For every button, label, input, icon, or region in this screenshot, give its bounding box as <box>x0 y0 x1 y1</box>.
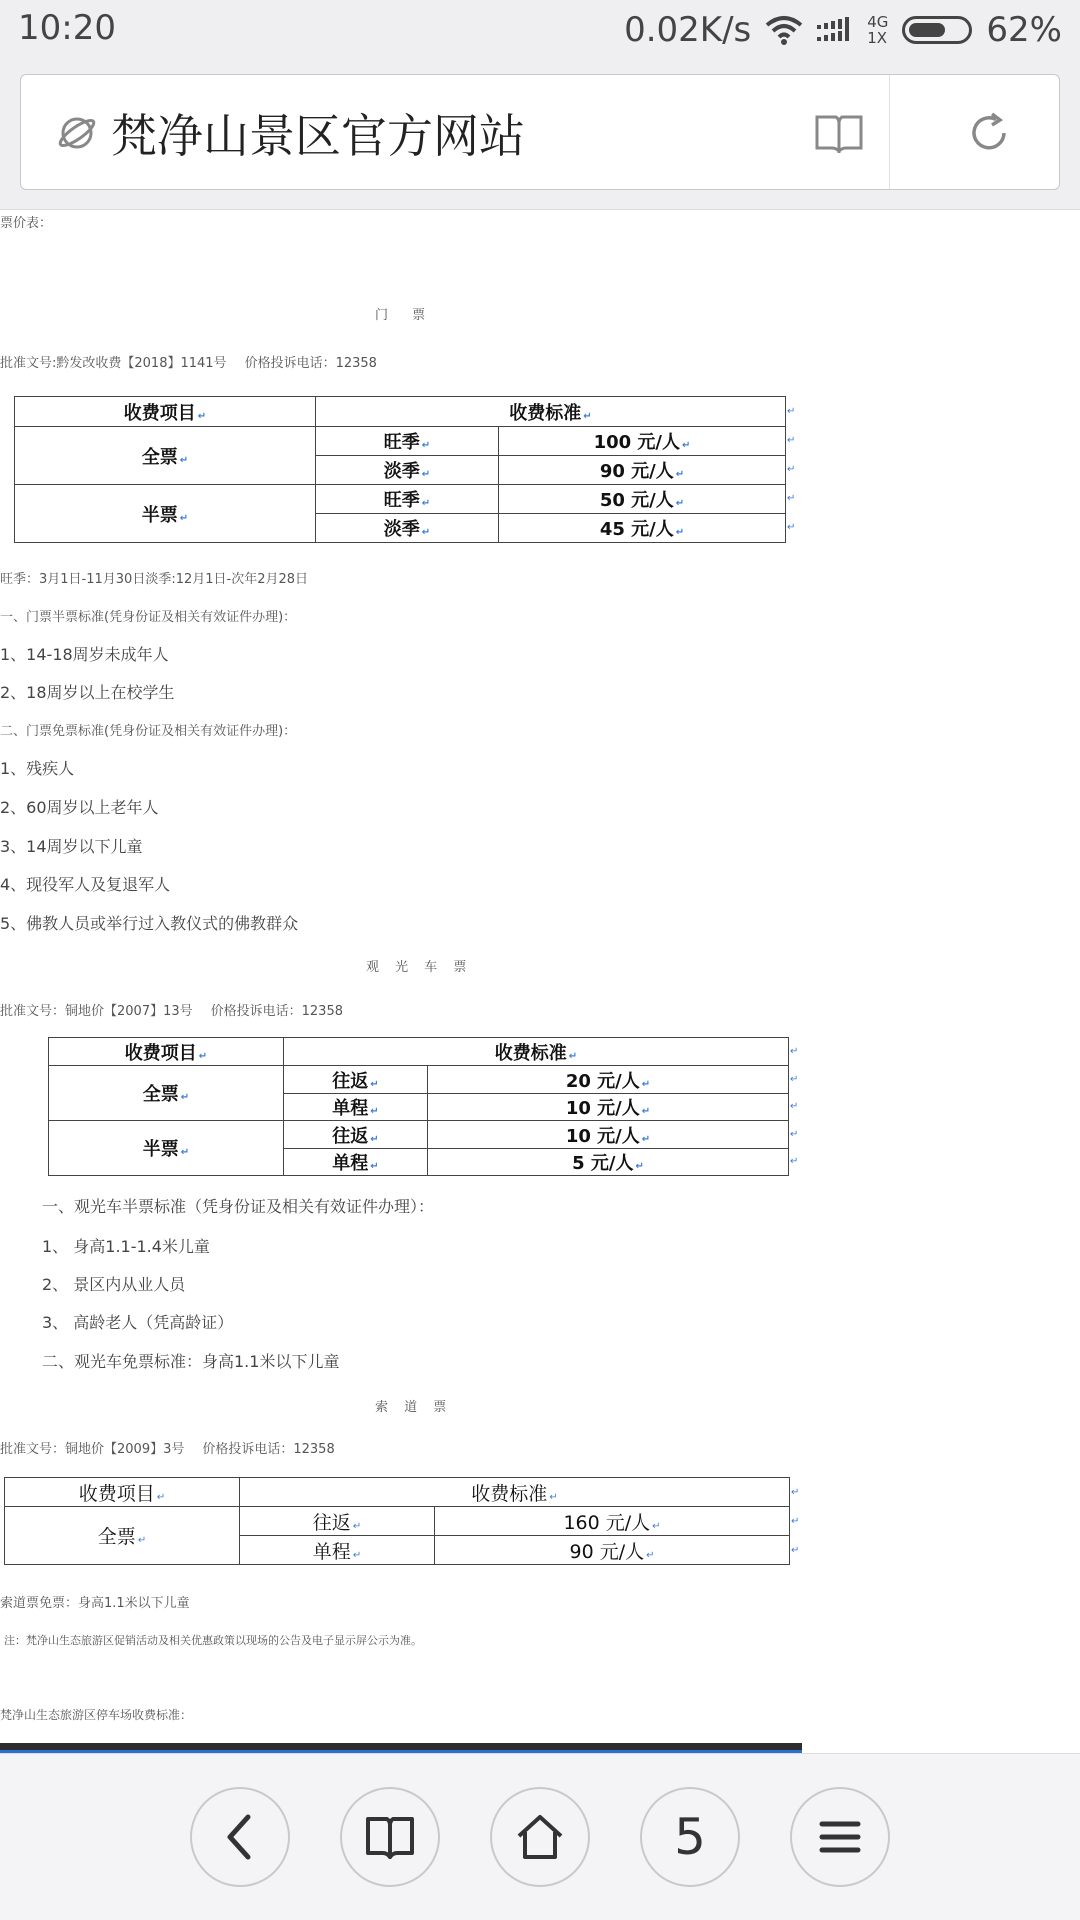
list-item: 2、 景区内从业人员 <box>42 1275 186 1294</box>
address-divider <box>889 75 890 189</box>
approval-sightseeing: 批准文号：铜地价【2007】13号 价格投诉电话：12358 <box>0 1004 343 1019</box>
table-cell: 旺季 ↵ <box>316 427 499 456</box>
parking-title: 梵净山生态旅游区停车场收费标准： <box>0 1708 193 1722</box>
table-cell: 淡季 ↵ <box>316 514 499 543</box>
table-cell: 100 元/人 ↵ <box>499 427 786 456</box>
refresh-icon <box>966 110 1012 156</box>
cableway-free-note: 索道票免票：身高1.1米以下儿童 <box>0 1596 190 1611</box>
tab-count: 5 <box>674 1808 706 1866</box>
list-item: 1、残疾人 <box>0 759 75 778</box>
table-cell: 单程 ↵ <box>284 1094 428 1121</box>
table-cell: 90 元/人 ↵ <box>435 1536 790 1565</box>
back-button[interactable] <box>190 1787 290 1887</box>
table-cell: 90 元/人 ↵ <box>499 456 786 485</box>
table-cell: 20 元/人 ↵ <box>428 1066 789 1094</box>
table-cell: 半票 ↵ <box>49 1121 284 1176</box>
bookmarks-button[interactable] <box>340 1787 440 1887</box>
table-cell: 全票 ↵ <box>5 1507 240 1565</box>
table-cell: 往返 ↵ <box>284 1121 428 1149</box>
table-cell: 旺季 ↵ <box>316 485 499 514</box>
table-header: 收费项目 ↵ <box>49 1038 284 1066</box>
table-cell: 单程 ↵ <box>284 1149 428 1176</box>
table-cell: 全票 ↵ <box>15 427 316 485</box>
status-indicators <box>624 8 1062 52</box>
intro-text: 票价表： <box>0 216 53 231</box>
table-header: 收费项目 ↵ <box>15 397 316 427</box>
table-cell: 淡季 ↵ <box>316 456 499 485</box>
table-cell: 5 元/人 ↵ <box>428 1149 789 1176</box>
table-cell: 往返 ↵ <box>240 1507 435 1536</box>
section-title-sightseeing: 观 光 车 票 <box>366 960 473 975</box>
wifi-icon <box>765 15 803 45</box>
home-icon <box>515 1814 565 1860</box>
table-cell: 单程 ↵ <box>240 1536 435 1565</box>
list-item: 4、现役军人及复退军人 <box>0 875 171 894</box>
list-item: 2、18周岁以上在校学生 <box>0 683 175 702</box>
table-cell: 往返 ↵ <box>284 1066 428 1094</box>
menu-icon <box>818 1819 862 1855</box>
list-item: 3、 高龄老人（凭高龄证） <box>42 1313 234 1332</box>
back-icon <box>220 1813 260 1861</box>
home-button[interactable] <box>490 1787 590 1887</box>
status-bar <box>0 0 1080 62</box>
address-bar[interactable] <box>20 74 1060 190</box>
tabs-button[interactable] <box>640 1787 740 1887</box>
sightseeing-half-title: 一、观光车半票标准（凭身份证及相关有效证件办理）： <box>42 1197 435 1216</box>
table-cell: 10 元/人 ↵ <box>428 1094 789 1121</box>
list-item: 3、14周岁以下儿童 <box>0 837 143 856</box>
table-cell: 10 元/人 ↵ <box>428 1121 789 1149</box>
ticket-price-table <box>14 396 786 543</box>
bottom-toolbar <box>0 1753 1080 1920</box>
section-title-cableway: 索 道 票 <box>375 1400 453 1415</box>
promotion-note: 注：梵净山生态旅游区促销活动及相关优惠政策以现场的公告及电子显示屏公示为准。 <box>4 1634 422 1647</box>
parking-image-edge <box>0 1743 802 1753</box>
table-header: 收费标准 ↵ <box>316 397 786 427</box>
list-item: 1、14-18周岁未成年人 <box>0 645 169 664</box>
list-item: 5、佛教人员或举行过入教仪式的佛教群众 <box>0 914 299 933</box>
table-cell: 45 元/人 ↵ <box>499 514 786 543</box>
cableway-price-table <box>4 1477 790 1565</box>
table-cell: 全票 ↵ <box>49 1066 284 1121</box>
table-cell: 半票 ↵ <box>15 485 316 543</box>
page-title[interactable]: 梵净山景区官方网站 <box>111 109 525 163</box>
table-cell: 160 元/人 ↵ <box>435 1507 790 1536</box>
browser-toolbar <box>0 62 1080 210</box>
battery-percent: 62% <box>986 10 1062 50</box>
approval-ticket: 批准文号:黔发改收费【2018】1141号 价格投诉电话：12358 <box>0 356 377 371</box>
section-title-ticket: 门 票 <box>375 308 436 323</box>
globe-icon <box>57 113 97 153</box>
refresh-button[interactable] <box>951 95 1027 171</box>
reader-icon <box>814 113 864 153</box>
season-text: 旺季：3月1日-11月30日淡季:12月1日-次年2月28日 <box>0 572 309 587</box>
list-item: 2、60周岁以上老年人 <box>0 798 159 817</box>
table-header: 收费标准 ↵ <box>240 1478 790 1507</box>
battery-level <box>909 23 945 37</box>
sightseeing-free-title: 二、观光车免票标准：身高1.1米以下儿童 <box>42 1352 340 1371</box>
network-speed: 0.02K/s <box>624 10 752 50</box>
signal-icon <box>817 15 853 45</box>
reader-mode-button[interactable] <box>801 95 877 171</box>
network-type: 4G 1X <box>867 13 889 47</box>
list-item: 1、 身高1.1-1.4米儿童 <box>42 1237 210 1256</box>
half-ticket-title: 一、门票半票标准(凭身份证及相关有效证件办理)： <box>0 610 297 625</box>
approval-cableway: 批准文号：铜地价【2009】3号 价格投诉电话：12358 <box>0 1442 335 1457</box>
free-ticket-title: 二、门票免票标准(凭身份证及相关有效证件办理)： <box>0 724 297 739</box>
sightseeing-price-table <box>48 1037 789 1176</box>
status-time: 10:20 <box>18 8 116 48</box>
battery-icon <box>902 16 972 44</box>
table-header: 收费标准 ↵ <box>284 1038 789 1066</box>
table-cell: 50 元/人 ↵ <box>499 485 786 514</box>
table-header: 收费项目 ↵ <box>5 1478 240 1507</box>
bookmarks-icon <box>365 1815 415 1859</box>
menu-button[interactable] <box>790 1787 890 1887</box>
web-content[interactable]: 票价表： 门 票 批准文号:黔发改收费【2018】1141号 价格投诉电话：12358 收费项目 ↵ 收费标准 ↵ 全票 ↵ 旺季 ↵ 100 元/人 ↵ 淡季 ↵ 90 元/人 ↵ 半票 ↵ 旺季 ↵ 50 元/人 ↵ 淡季 ↵ 45 元/人 ↵ ↵ ↵ ↵ ↵ ↵ 旺季：3月1日-11月30日淡季:12月1日-次年2月28日 一、门票半票标准(凭身份证及相关有效证件办理)： 1、14-18周岁未成年人 2、18周岁以上在校学生 二、门票免票标准(凭身份证及相关有效证件办理)： 1、残疾人 2、60周岁以上老年人 3、14周岁以下儿童 4、现役军人及复退军人 5、佛教人员或举行过入教仪式的佛教群众 观 光 车 票 批准文号：铜地价【2007】13号 价格投诉电话：12358 收费项目 ↵ 收费标准 ↵ 全票 ↵ 往返 ↵ 20 元/人 ↵ 单程 ↵ 10 元/人 ↵ 半票 ↵ 往返 ↵ 10 元/人 ↵ 单程 ↵ 5 元/人 ↵ ↵ ↵ ↵ ↵ ↵ 一、观光车半票标准（凭身份证及相关有效证件办理）： 1、 身高1.1-1.4米儿童 2、 景区内从业人员 3、 高龄老人（凭高龄证） 二、观光车免票标准：身高1.1米以下儿童 索 道 票 批准文号：铜地价【2009】3号 价格投诉电话：12358 收费项目 ↵ 收费标准 ↵ 全票 ↵ 往返 ↵ 160 元/人 ↵ 单程 ↵ 90 元/人 ↵ ↵ ↵ ↵ 索道票免票：身高1.1米以下儿童 注：梵净山生态旅游区促销活动及相关优惠政策以现场的公告及电子显示屏公示为准。 梵净山生态旅游区停车场收费标准： <box>0 210 1080 1753</box>
